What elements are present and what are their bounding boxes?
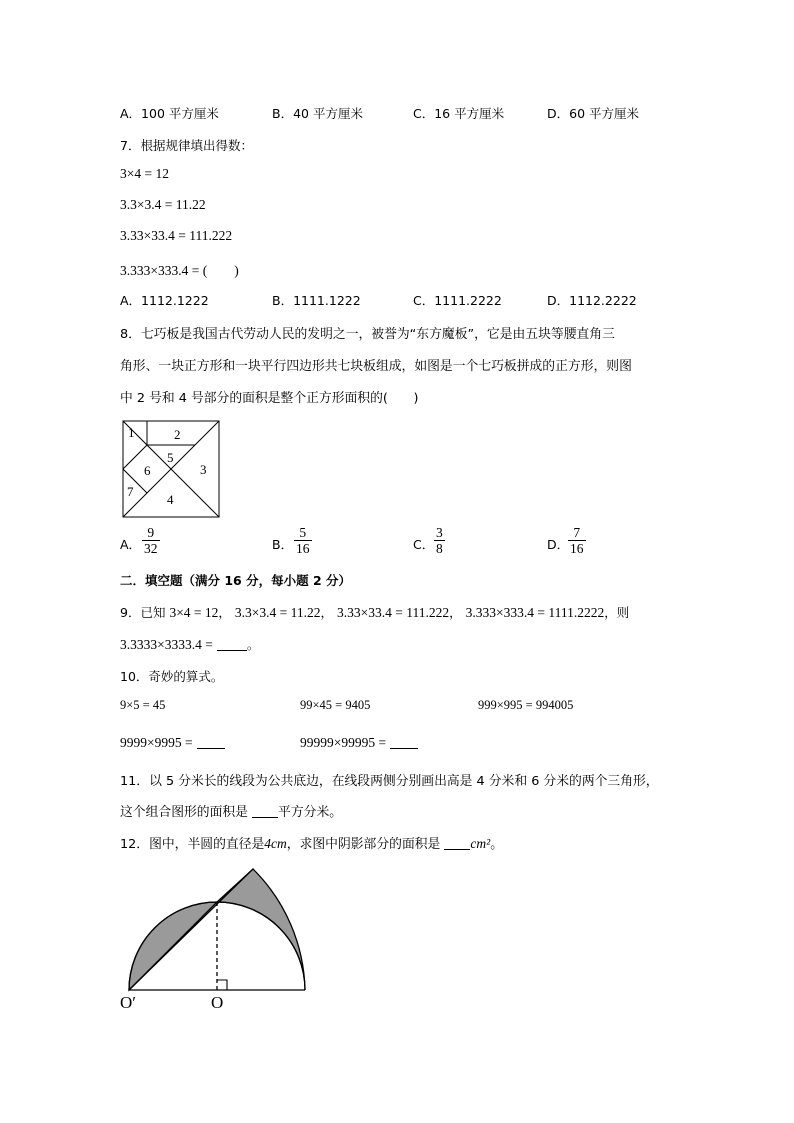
q7-line-4: 3.333×333.4 = ( ) [120, 263, 239, 278]
q7-line-1: 3×4 = 12 [120, 166, 169, 181]
shaded-region-right [217, 869, 305, 990]
q12-answer-blank[interactable] [444, 837, 470, 850]
q9-question-expr: 3.3333×3333.4 = [120, 637, 213, 652]
fraction-denominator: 16 [296, 541, 310, 556]
fraction-numerator: 9 [147, 525, 155, 540]
tangram-figure [120, 418, 222, 520]
label-o: O [211, 993, 224, 1012]
q8-option-c-fraction[interactable] [434, 525, 445, 556]
q7-line-2: 3.3×3.4 = 11.22 [120, 197, 206, 212]
q12-unit: cm² [470, 836, 491, 851]
q9-line-2 [120, 635, 259, 653]
q10-stem: 10．奇妙的算式。 [120, 669, 224, 684]
right-angle-marker [217, 980, 227, 990]
q9-separator: ， [449, 605, 462, 620]
q12-line [120, 833, 503, 852]
q8-stem-line-2: 角形、一块正方形和一块平行四边形共七块板组成，如图是一个七巧板拼成的正方形，则图 [120, 359, 632, 374]
q7-option-b[interactable]: B．1111.1222 [272, 293, 361, 308]
q12-diameter-value: 4cm [264, 836, 287, 851]
q7-line-3: 3.33×33.4 = 111.222 [120, 228, 233, 243]
q9-suffix: ，则 [604, 605, 630, 620]
q9-separator: ， [218, 605, 231, 620]
q9-answer-blank[interactable] [217, 638, 247, 651]
fraction-numerator: 7 [573, 525, 581, 540]
q9-eq-1: 3×4 = 12 [169, 605, 219, 620]
q9-line-1 [120, 603, 629, 621]
fraction-numerator: 5 [299, 525, 307, 540]
fraction-denominator: 16 [570, 541, 584, 556]
q10-line-4 [120, 735, 225, 751]
q6-option-a[interactable]: A．100 平方厘米 [120, 106, 219, 121]
q12-end: 。 [490, 837, 503, 852]
slant-line [129, 869, 253, 990]
tangram-label-6: 6 [144, 463, 151, 478]
section-2-title: 二．填空题（满分 16 分，每小题 2 分） [120, 573, 352, 588]
q12-mid: ，求图中阴影部分的面积是 [286, 837, 441, 852]
q9-eq-2: 3.3×3.4 = 11.22 [234, 605, 321, 620]
q6-option-c[interactable]: C．16 平方厘米 [413, 106, 505, 121]
q9-separator: ， [320, 605, 334, 620]
fraction-numerator: 3 [436, 525, 443, 540]
q7-stem: 7．根据规律填出得数： [120, 138, 253, 153]
tangram-label-2: 2 [174, 427, 181, 442]
label-o-prime: O′ [120, 993, 136, 1012]
q10-answer-blank-1[interactable] [197, 736, 225, 749]
q8-option-c-letter[interactable]: C． [413, 537, 435, 552]
q9-line-end: 。 [246, 637, 260, 652]
tangram-edge [171, 469, 219, 517]
q10-answer-blank-2[interactable] [390, 736, 418, 749]
q6-option-d[interactable]: D．60 平方厘米 [547, 106, 640, 121]
q7-option-d[interactable]: D．1112.2222 [547, 293, 637, 308]
tangram-edge [195, 421, 219, 445]
tangram-label-3: 3 [200, 462, 207, 477]
q11-answer-blank[interactable] [252, 805, 278, 818]
q9-eq-4: 3.333×333.4 = 1111.2222 [465, 605, 605, 620]
tangram-label-7: 7 [127, 484, 134, 499]
q10-eq-5: 99999×99995 = [300, 735, 387, 750]
tangram-label-5: 5 [167, 450, 174, 465]
q11-line-2-pre: 这个组合图形的面积是 [120, 805, 248, 820]
q7-option-a[interactable]: A．1112.1222 [120, 293, 209, 308]
q11-line-2 [120, 801, 342, 820]
q8-stem-line-1: 8．七巧板是我国古代劳动人民的发明之一，被誉为“东方魔板”，它是由五块等腰直角三 [120, 327, 615, 342]
q8-option-a-fraction[interactable] [142, 525, 160, 556]
q10-eq-1: 9×5 = 45 [120, 698, 166, 712]
q10-eq-3: 999×995 = 994005 [478, 698, 574, 712]
q12-pre: 12．图中，半圆的直径是 [120, 837, 265, 852]
q8-option-b-fraction[interactable] [294, 525, 312, 556]
fraction-denominator: 8 [436, 541, 443, 556]
q9-eq-3: 3.33×33.4 = 111.222 [337, 605, 450, 620]
q6-option-b[interactable]: B．40 平方厘米 [272, 106, 363, 121]
q11-line-1: 11．以 5 分米长的线段为公共底边，在线段两侧分别画出高是 4 分米和 6 分米的两个三角形， [120, 774, 659, 789]
tangram-label-4: 4 [167, 492, 174, 507]
tangram-edge [171, 445, 195, 469]
semicircle-figure [110, 855, 320, 1015]
q8-option-a-letter[interactable]: A． [120, 537, 142, 552]
fraction-denominator: 32 [144, 541, 158, 556]
q7-option-c[interactable]: C．1111.2222 [413, 293, 502, 308]
q10-eq-4: 9999×9995 = [120, 735, 193, 750]
tangram-label-1: 1 [128, 425, 135, 440]
q8-option-d-fraction[interactable] [568, 525, 586, 556]
q9-prefix: 9．已知 [120, 605, 166, 620]
q10-line-5 [300, 735, 418, 751]
q8-option-b-letter[interactable]: B． [272, 537, 294, 552]
q11-line-2-post: 平方分米。 [278, 805, 343, 820]
q10-eq-2: 99×45 = 9405 [300, 698, 371, 712]
q8-stem-line-3: 中 2 号和 4 号部分的面积是整个正方形面积的( ) [120, 391, 419, 406]
q8-option-d-letter[interactable]: D． [547, 537, 570, 552]
